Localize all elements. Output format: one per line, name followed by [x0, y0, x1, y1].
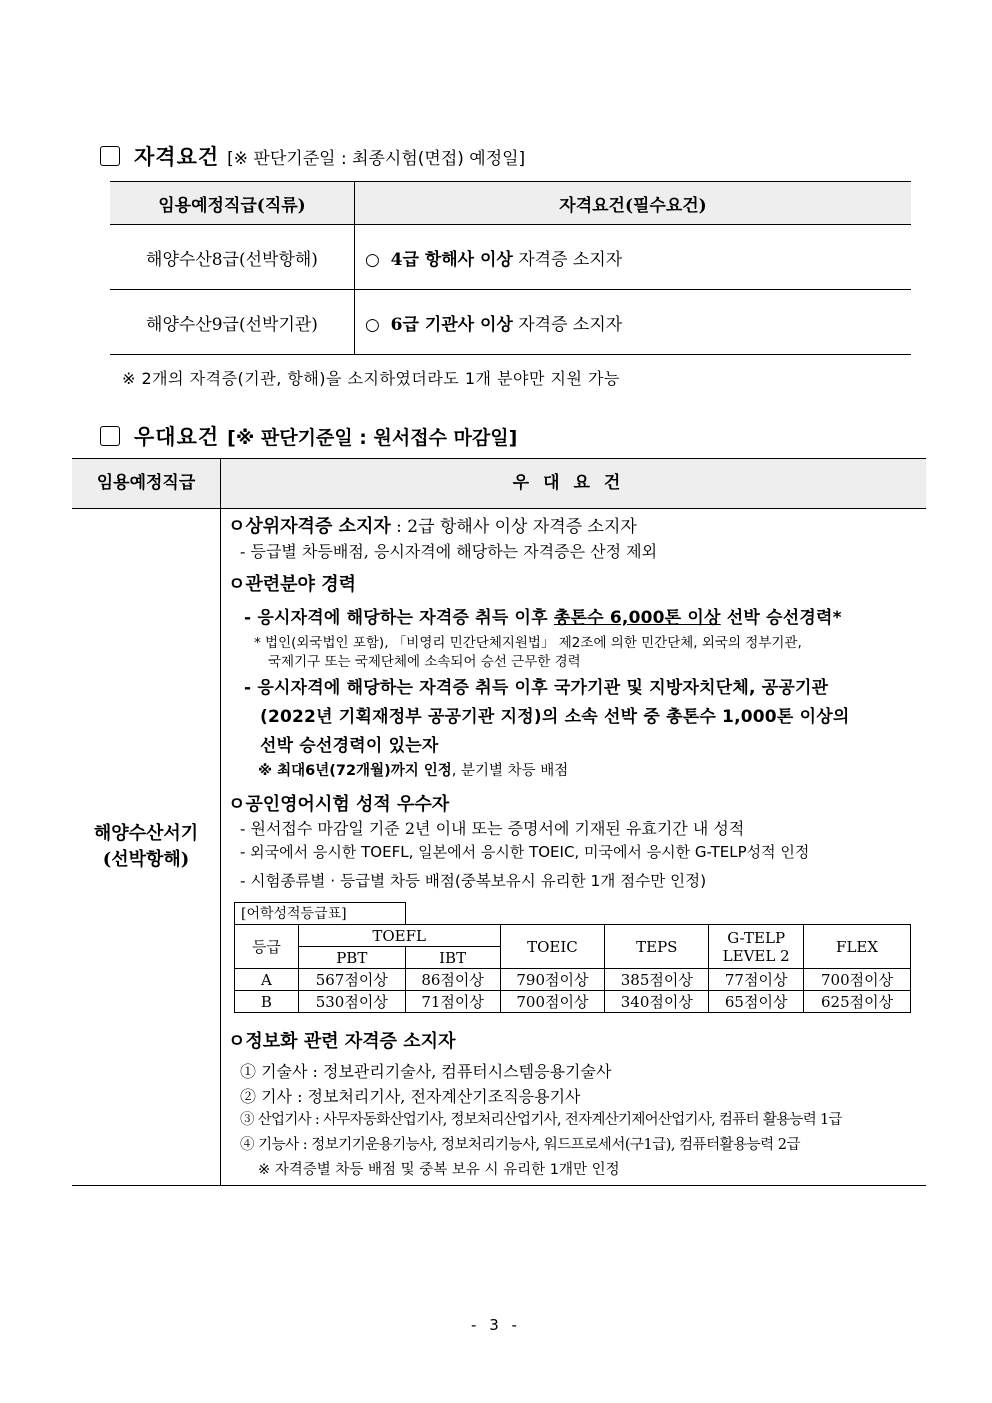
s1-title-line: ㅇ상위자격증 소지자 : 2급 항해사 이상 자격증 소지자 — [228, 516, 637, 537]
col-grade: 등급 — [235, 925, 299, 969]
s4-item1: ① 기술사 : 정보관리기술사, 컴퓨터시스템응용기술사 — [240, 1062, 612, 1081]
preference-note: [※ 판단기준일 : 원서접수 마감일] — [227, 427, 518, 449]
s2-item2-line2: (2022년 기획재정부 공공기관 지정)의 소속 선박 중 총톤수 1,000톤 이상의 — [260, 707, 850, 727]
qualification-heading — [100, 141, 525, 171]
preference-header-grade: 임용예정직급 — [96, 473, 196, 493]
score-table — [234, 924, 911, 1013]
row-requirement: ○ 4급 항해사 이상 자격증 소지자 — [355, 225, 912, 290]
s4-title: ㅇ정보화 관련 자격증 소지자 — [228, 1031, 456, 1052]
col-toefl: TOEFL — [298, 925, 500, 947]
preference-header-requirement: 우대요건 — [512, 473, 635, 493]
s2-item1: - 응시자격에 해당하는 자격증 취득 이후 총톤수 6,000톤 이상 선박 승선경력* — [244, 608, 842, 628]
s1-item1: - 등급별 차등배점, 응시자격에 해당하는 자격증은 산정 제외 — [240, 542, 658, 561]
qualification-note: [※ 판단기준일 : 최종시험(면접) 예정일] — [227, 149, 526, 169]
qualification-header-row — [110, 182, 911, 225]
s2-sub1-line2: 국제기구 또는 국제단체에 소속되어 승선 근무한 경력 — [268, 654, 581, 670]
s2-item2-line1: - 응시자격에 해당하는 자격증 취득 이후 국가기관 및 지방자치단체, 공공기관 — [244, 678, 829, 698]
table-row: B 530점이상 71점이상 700점이상 340점이상 65점이상 625점이상 — [235, 991, 911, 1013]
header-grade: 임용예정직급(직류) — [110, 182, 355, 225]
preference-grade-cell: 해양수산서기 (선박항해) — [93, 823, 199, 870]
col-teps: TEPS — [605, 925, 709, 969]
col-ibt: IBT — [405, 947, 500, 969]
qualification-table — [110, 181, 911, 355]
s3-item3: - 시험종류별 · 등급별 차등 배점(중복보유시 유리한 1개 점수만 인정) — [240, 872, 707, 890]
table-row — [110, 225, 911, 290]
qualification-footnote: ※ 2개의 자격증(기관, 항해)을 소지하였더라도 1개 분야만 지원 가능 — [122, 369, 620, 388]
preference-heading — [100, 421, 517, 451]
score-header-row — [235, 925, 911, 947]
col-flex: FLEX — [804, 925, 911, 969]
col-toeic: TOEIC — [500, 925, 605, 969]
col-pbt: PBT — [298, 947, 405, 969]
s2-note: ※ 최대6년(72개월)까지 인정, 분기별 차등 배점 — [258, 763, 569, 779]
table-row: A 567점이상 86점이상 790점이상 385점이상 77점이상 700점이상 — [235, 969, 911, 991]
table-row — [110, 290, 911, 355]
row-requirement: ○ 6급 기관사 이상 자격증 소지자 — [355, 290, 912, 355]
column-divider — [220, 459, 221, 1185]
s3-item1: - 원서접수 마감일 기준 2년 이내 또는 증명서에 기재된 유효기간 내 성적 — [240, 819, 745, 838]
qualification-title: 자격요건 — [134, 144, 220, 169]
s4-item3: ③ 산업기사 : 사무자동화산업기사, 정보처리산업기사, 전자계산기제어산업기사, 컴퓨터 활용능력 1급 — [240, 1112, 842, 1128]
row-grade: 해양수산8급(선박항해) — [110, 225, 355, 290]
page-number: - 3 - — [471, 1316, 521, 1334]
s2-sub1-line1: * 법인(외국법인 포함), 「비영리 민간단체지원법」 제2조에 의한 민간단체, 외국의 정부기관, — [254, 635, 802, 651]
score-table-caption: [어학성적등급표] — [234, 902, 406, 924]
checkbox-square-icon — [100, 146, 120, 166]
checkbox-square-icon — [100, 426, 120, 446]
header-requirement: 자격요건(필수요건) — [355, 182, 912, 225]
s4-item2: ② 기사 : 정보처리기사, 전자계산기조직응용기사 — [240, 1087, 581, 1106]
preference-title: 우대요건 — [134, 424, 220, 449]
s3-item2: - 외국에서 응시한 TOEFL, 일본에서 응시한 TOEIC, 미국에서 응시한 G-TELP성적 인정 — [240, 843, 810, 861]
s4-item4: ④ 기능사 : 정보기기운용기능사, 정보처리기능사, 워드프로세서(구1급), 컴퓨터활용능력 2급 — [240, 1137, 800, 1153]
s4-note: ※ 자격증별 차등 배점 및 중복 보유 시 유리한 1개만 인정 — [258, 1162, 620, 1178]
s3-title: ㅇ공인영어시험 성적 우수자 — [228, 794, 450, 815]
col-gtelp: G-TELP LEVEL 2 — [709, 925, 804, 969]
s2-title: ㅇ관련분야 경력 — [228, 574, 356, 595]
s2-item2-line3: 선박 승선경력이 있는자 — [260, 736, 439, 756]
row-grade: 해양수산9급(선박기관) — [110, 290, 355, 355]
